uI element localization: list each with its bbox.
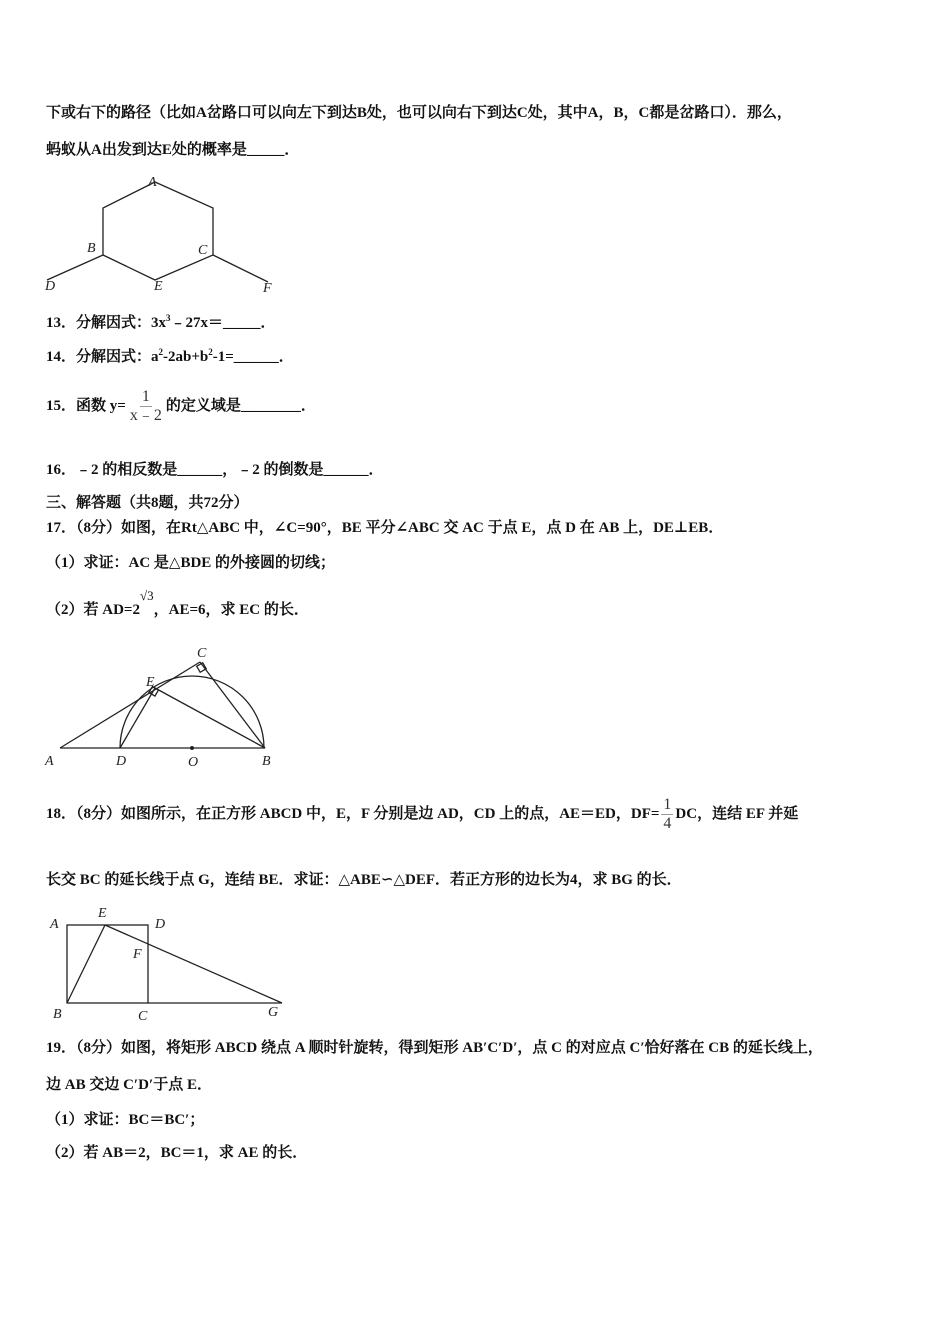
q15-fraction [128,388,164,425]
q17-part2: （2）若 AD=2√3，AE=6，求 EC 的长． [46,588,309,618]
label-G: G [268,1005,279,1020]
label-E: E [154,279,163,294]
figure-triangle-circle [44,646,271,770]
q17-part1: （1）求证：AC 是△BDE 的外接圆的切线； [46,555,336,571]
q19-part1: （1）求证：BC＝BC′； [46,1112,205,1128]
label-A: A [50,917,59,932]
label-B: B [53,1007,62,1022]
label-B: B [262,754,271,769]
label-E: E [98,906,107,921]
q16: 16．﹣2 的相反数是______，﹣2 的倒数是______． [46,462,384,478]
label-D: D [155,917,166,932]
q18-line2: 长交 BC 的延长线于点 G，连结 BE．求证：△ABE∽△DEF．若正方形的边长为4，求 BG 的长． [46,872,682,888]
label-A: A [45,754,54,769]
label-O: O [188,755,199,770]
q13: 13．分解因式：$3x^3﹣27x=\_\_\_\_\_$． [46,313,276,331]
q15-numerator: 1 [141,388,150,405]
q19-line2: 边 AB 交边 C′D′于点 E． [46,1077,212,1093]
figure-hexagon-paths [44,175,272,296]
q12-line1: 下或右下的路径（比如A岔路口可以向左下到达B处，也可以向右下到达C处，其中A，B，C都是岔路口）．那么， [46,105,792,121]
q14: 14．分解因式：$a^2-2ab+b^2-1=\_\_\_\_\_\_$． [46,347,294,365]
q18-fraction [661,796,673,833]
label-A: A [148,175,157,190]
label-D: D [116,754,127,769]
label-F: F [263,281,272,296]
label-D: D [45,279,56,294]
q19-line1: 19．（8分）如图，将矩形 ABCD 绕点 A 顺时针旋转，得到矩形 AB′C′D′，点 C 的对应点 C′恰好落在 CB 的延长线上， [46,1040,823,1056]
q19-part2: （2）若 AB＝2，BC＝1，求 AE 的长． [46,1145,308,1161]
label-C: C [138,1009,148,1024]
q18-line1: 18．（8分）如图所示，在正方形 ABCD 中，E，F 分别是边 AD，CD 上的点，AE＝ED，DF= $\frac{1}{4}$ DC，连结 EF 并延 [46,796,799,832]
q18-frac-num: 1 [663,796,672,813]
section-title: 三、解答题（共8题，共72分） [46,495,249,511]
q17-stem: 17．（8分）如图，在Rt△ABC 中，∠C=90°，BE 平分∠ABC 交 AC 于点 E，点 D 在 AB 上，DE⊥EB． [46,520,724,536]
q18-frac-den: 4 [663,815,672,832]
label-C: C [197,646,207,661]
q15-denominator: x﹣2 [129,407,162,424]
figure-square [49,906,282,1024]
label-B: B [87,241,96,256]
label-F: F [133,947,142,962]
label-C: C [198,243,208,258]
label-E: E [146,675,155,690]
q12-line2: 蚂蚁从A出发到达E处的概率是_____． [46,142,300,158]
q15: 15．函数 y= $\frac{1}{x﹣2}$ 的定义域是________． [46,388,316,424]
